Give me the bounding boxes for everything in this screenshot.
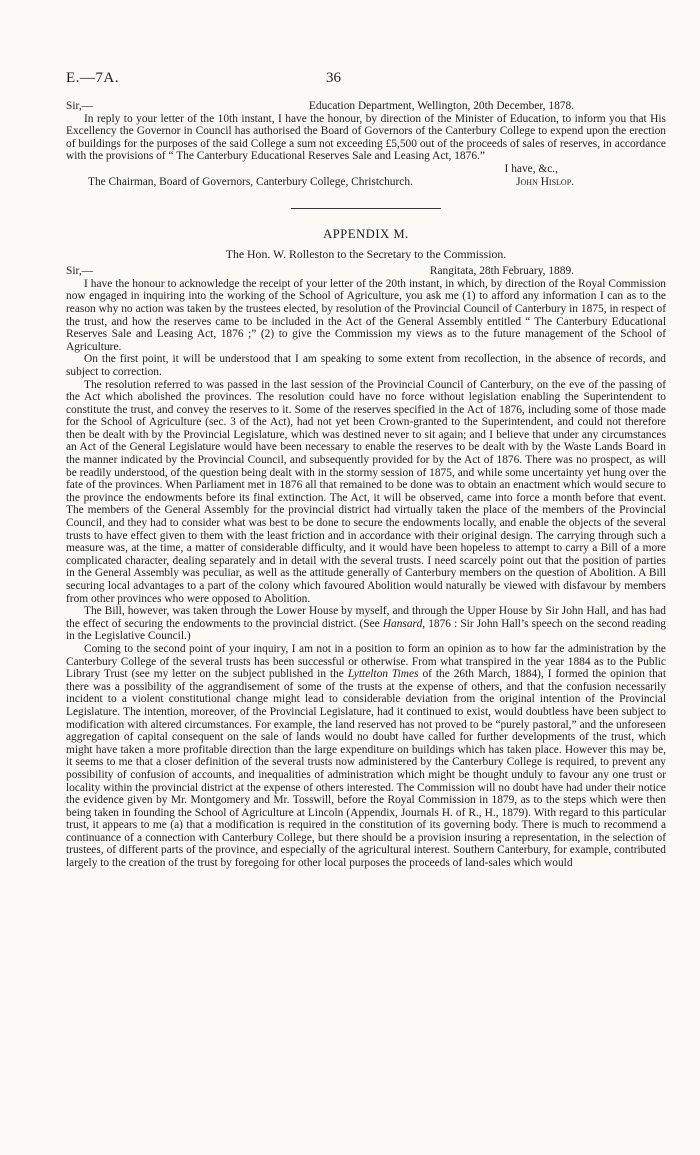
closing: I have, &c., xyxy=(504,162,558,175)
signature: John Hislop. xyxy=(516,175,574,188)
page-number: 36 xyxy=(326,70,341,86)
appendix-title: APPENDIX M. xyxy=(323,227,409,242)
hansard-italic: Hansard, xyxy=(382,617,426,630)
signature-row xyxy=(66,176,666,189)
addressee: The Chairman, Board of Governors, Canterbury College, Christchurch. xyxy=(88,175,413,188)
letter-body: In reply to your letter of the 10th instant, I have the honour, by direction of the Minister of Education, to inform you that His Excellency the Governor in Council has authorised the Board of Governors of the Canterbury College to expend upon the erection of buildings for the purposes of the said College a sum not exceeding £5,500 out of the proceeds of sales of reserves, in accordance with the provisions of “ The Canterbury Educational Reserves Sale and Leasing Act, 1876.” xyxy=(66,112,666,163)
salutation: Sir,— xyxy=(66,100,94,112)
section-divider xyxy=(291,208,441,209)
paragraph-4-text: The Bill, however, was taken through the Lower House by myself, and through the Upper House by Sir John Hall, and has had the effect of securing the endowments to the provincial district. xyxy=(66,605,666,630)
hansard-ref: (See xyxy=(359,617,380,630)
appendix-salutation: Sir,— xyxy=(66,265,94,278)
document-reference: E.—7A. xyxy=(66,70,119,86)
paragraph-1: I have the honour to acknowledge the receipt of your letter of the 20th instant, in which, by direction of the Royal Commission now engaged in inquiring into the working of the School of Agriculture, you ask me (1) to afford any information I can as to the reason why no action was taken by the trustees elected, by resolution of the Provincial Council of Canterbury in 1875, in respect of the trust, and how the reserves came to be included in the Act of the General Assembly entitled “ The Canterbury Educational Reserves Sale and Leasing Act, 1876 ;” (2) to give the Commission my views as to the future management of the School of Agriculture. xyxy=(66,277,666,353)
appendix-dateline: Rangitata, 28th February, 1889. xyxy=(429,265,574,278)
paragraph-5 xyxy=(66,643,666,870)
appendix-subtitle: The Hon. W. Rolleston to the Secretary to the Commission. xyxy=(225,247,507,262)
paragraph-5-text: Coming to the second point of your inquiry, I am not in a position to form an opinion as to how far the administration by the Canterbury College of the several trusts has been successful or otherwise. From what transpired in the year 1884 as to the Public Library Trust (see my letter on the subject published in the xyxy=(66,642,666,681)
dateline: Education Department, Wellington, 20th December, 1878. xyxy=(308,100,574,112)
appendix-heading xyxy=(66,265,666,278)
paragraph-2: On the first point, it will be understood that I am speaking to some extent from recollection, in the absence of records, and subject to correction. xyxy=(66,353,666,378)
appendix-letter xyxy=(66,265,666,870)
letter-1878 xyxy=(66,100,666,188)
newspaper-title: Lyttelton Times xyxy=(347,668,419,681)
page-header xyxy=(66,0,666,96)
paragraph-5-cont: of the 26th March, 1884), I formed the opinion that there was a possibility of the aggrandisement of some of the trusts at the expense of others, and that the confusion necessarily incident to a violent constitutional change might lead to considerable deviation from the original intention of the Provincial Legislature. The intention, moreover, of the Provincial Legislature, had it continued to exist, would doubtless have been subject to modification with altered circumstances. For example, the land reserved has not proved to be “purely pastoral,” and the unforeseen aggregation of capital consequent on the sale of lands would no doubt have called for further developments of the trust, which might have taken a more profitable direction than the large expenditure on buildings which has taken place. However this may be, it seems to me that a closer definition of the several trusts now administered by the Canterbury College is required, to prevent any possibility of confusion of accounts, and inequalities of administration which might be thought unduly to favour any one trust or locality within the provincial district at the expense of others interested. The Commission will no doubt have had under their notice the evidence given by Mr. Montgomery and Mr. Tosswill, before the Royal Commission in 1879, as to the steps which were then being taken in founding the School of Agriculture at Lincoln (Appendix, Journals H. of R., H., 1879). With regard to this particular trust, it appears to me (a) that a modification is required in the constitution of its governing body. There is much to recommend a continuance of a connection with Canterbury College, but there should be a provision insuring a representation, in the selection of trustees, of different parts of the province, and especially of the agricultural interest. Southern Canterbury, for example, contributed largely to the creation of the trust by foregoing for other local purposes the proceeds of land-sales which would xyxy=(66,668,666,870)
paragraph-3: The resolution referred to was passed in the last session of the Provincial Council of Canterbury, on the eve of the passing of the Act which abolished the provinces. The resolution could have no force without legislation enabling the Superintendent to constitute the trust, and convey the reserves to it. Some of the reserves specified in the Act of 1876, including some of those made for the School of Agriculture (sec. 3 of the Act), had not yet been Crown-granted to the Superintendent, and could not therefore then be dealt with by the Provincial Legislature, which was destined never to sit again; and I believe that under any circumstances an Act of the General Legislature would have been necessary to enable the reserves to be dealt with by the Waste Lands Board in the manner indicated by the Provincial Council, and subsequently provided for by the Act of 1876. There was no prospect, as will be readily understood, of the question being dealt with in the stormy session of 1875, and while some uncertainty yet hung over the fate of the provinces. When Parliament met in 1876 all that remained to be done was to obtain an enactment which would secure to the province the endowments before its final extinction. The Act, it will be observed, came into force a month before that event. The members of the General Assembly for the provincial district had virtually taken the place of the members of the Provincial Council, and they had to consider what was best to be done to secure the endowments locally, and enable the objects of the several trusts to have effect given to them with the least friction and in accordance with their original design. The carrying through such a measure was, at the time, a matter of considerable difficulty, and it would have been hopeless to attempt to carry a Bill of a more complicated character, dealing separately and in detail with the several trusts. I need scarcely point out that the position of parties in the General Assembly was peculiar, as well as the attitude generally of Canterbury members on the question of Abolition. A Bill securing local advantages to a part of the colony which favoured Abolition would naturally be viewed with disfavour by members from other provinces who were opposed to Abolition. xyxy=(66,378,666,605)
hansard-rest: 1876 : Sir John Hall’s speech on the second reading in the Legislative Council.) xyxy=(66,617,666,643)
letter-heading xyxy=(66,100,666,113)
paragraph-4 xyxy=(66,605,666,643)
